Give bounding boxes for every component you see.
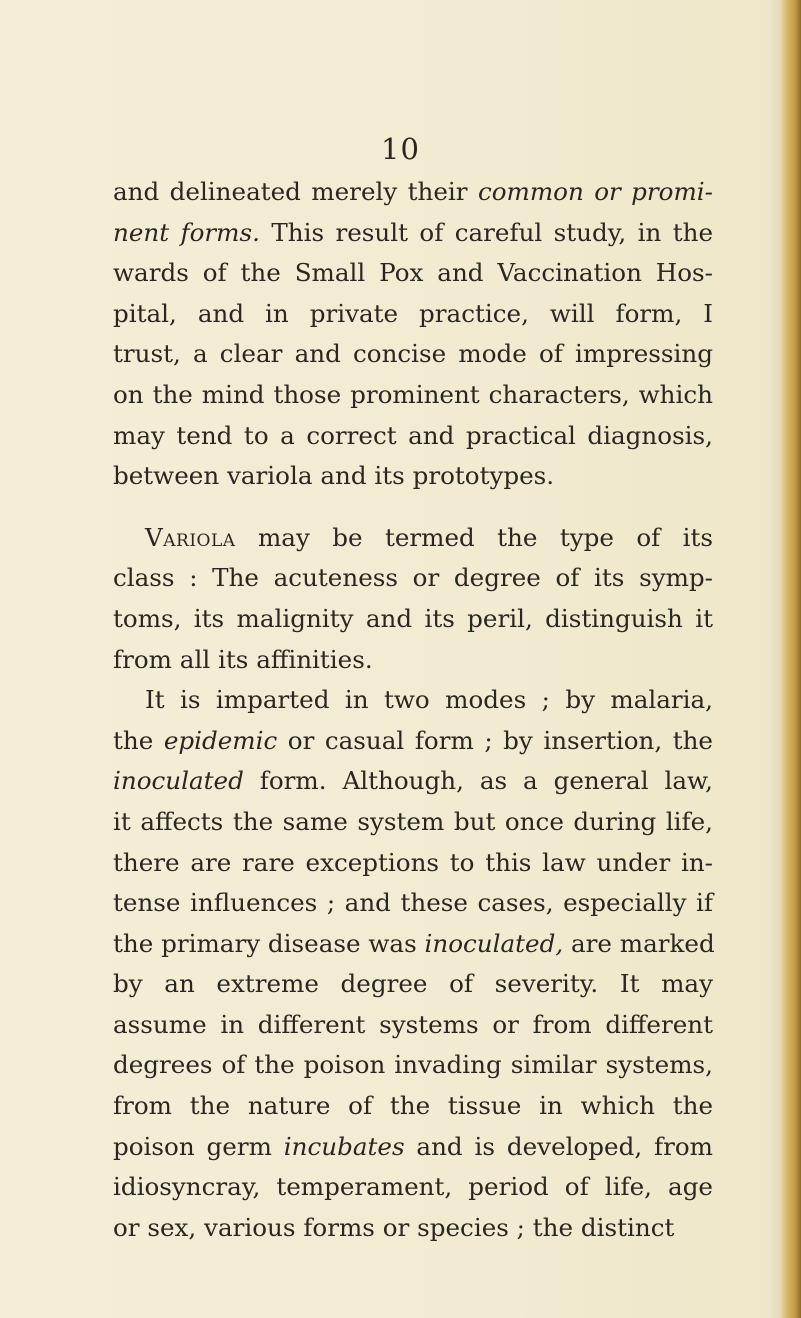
text-run: it affects the same system but once during life, <box>113 806 713 836</box>
text-run: may be termed the type of its <box>235 522 713 552</box>
text-run: on the mind those prominent characters, which <box>113 379 713 409</box>
text-run: there are rare exceptions to this law under in- <box>113 847 713 877</box>
text-run: the primary disease was <box>113 928 425 958</box>
text-run: trust, a clear and concise mode of impressing <box>113 339 713 369</box>
italic-text: incubates <box>283 1131 405 1161</box>
text-run: assume in different systems or from different <box>113 1009 713 1039</box>
text-line <box>113 334 713 375</box>
text-run: It is imparted in two modes ; by malaria, <box>145 685 713 715</box>
text-run: poison germ <box>113 1131 284 1161</box>
text-run: or sex, various forms or species ; the distinct <box>113 1212 675 1242</box>
text-run: and is developed, from <box>404 1131 713 1161</box>
italic-text: nent forms. <box>113 217 260 247</box>
italic-text: epidemic <box>163 725 278 755</box>
text-line <box>113 964 713 1005</box>
text-line <box>113 1127 713 1168</box>
text-line <box>113 802 713 843</box>
text-line <box>113 883 713 924</box>
book-edge <box>781 0 801 1318</box>
text-line <box>113 518 713 559</box>
paragraph-gap <box>113 497 713 518</box>
text-run: or casual form ; by insertion, the <box>277 725 713 755</box>
text-line <box>113 213 713 254</box>
text-line <box>113 1005 713 1046</box>
text-line <box>113 294 713 335</box>
text-line <box>113 253 713 294</box>
text-line <box>113 456 713 497</box>
text-line <box>113 1086 713 1127</box>
text-run: may tend to a correct and practical diagnosis, <box>113 420 713 450</box>
body-text <box>113 172 713 1248</box>
text-run: class : The acuteness or degree of its symp- <box>113 563 713 593</box>
italic-text: common or promi- <box>477 177 713 206</box>
text-run: idiosyncray, temperament, period of life, age <box>113 1172 713 1202</box>
text-line <box>113 924 713 965</box>
text-line <box>113 172 713 213</box>
text-line <box>113 375 713 416</box>
text-line <box>113 680 713 721</box>
small-caps-text: Variola <box>145 522 236 552</box>
italic-text: inoculated, <box>424 928 564 958</box>
text-run: between variola and its prototypes. <box>113 461 555 491</box>
text-run: are marked <box>563 928 715 958</box>
text-line <box>113 1045 713 1086</box>
text-run: by an extreme degree of severity. It may <box>113 969 713 999</box>
text-line <box>113 416 713 457</box>
text-line <box>113 558 713 599</box>
text-run: the <box>113 725 164 755</box>
page-gutter-shadow <box>767 0 781 1318</box>
text-line <box>113 599 713 640</box>
text-line <box>113 761 713 802</box>
page-number: 10 <box>381 132 420 166</box>
text-line <box>113 721 713 762</box>
text-run: tense influences ; and these cases, especially if <box>113 888 713 918</box>
text-line <box>113 1167 713 1208</box>
text-run: degrees of the poison invading similar systems, <box>113 1050 713 1080</box>
paragraph <box>113 680 713 1248</box>
text-run: and delineated merely their <box>113 177 478 206</box>
paragraph <box>113 172 713 497</box>
italic-text: inoculated <box>113 766 244 796</box>
text-run: form. Although, as a general law, <box>243 766 713 796</box>
text-run: from all its affinities. <box>113 644 373 674</box>
text-run: pital, and in private practice, will form, I <box>113 298 713 328</box>
text-run: from the nature of the tissue in which the <box>113 1091 713 1121</box>
text-run: wards of the Small Pox and Vaccination Hos- <box>113 258 713 288</box>
text-run: This result of careful study, in the <box>259 217 713 247</box>
text-line <box>113 640 713 681</box>
text-line <box>113 843 713 884</box>
paragraph <box>113 518 713 680</box>
text-run: toms, its malignity and its peril, distinguish it <box>113 603 713 633</box>
text-line <box>113 1208 713 1249</box>
